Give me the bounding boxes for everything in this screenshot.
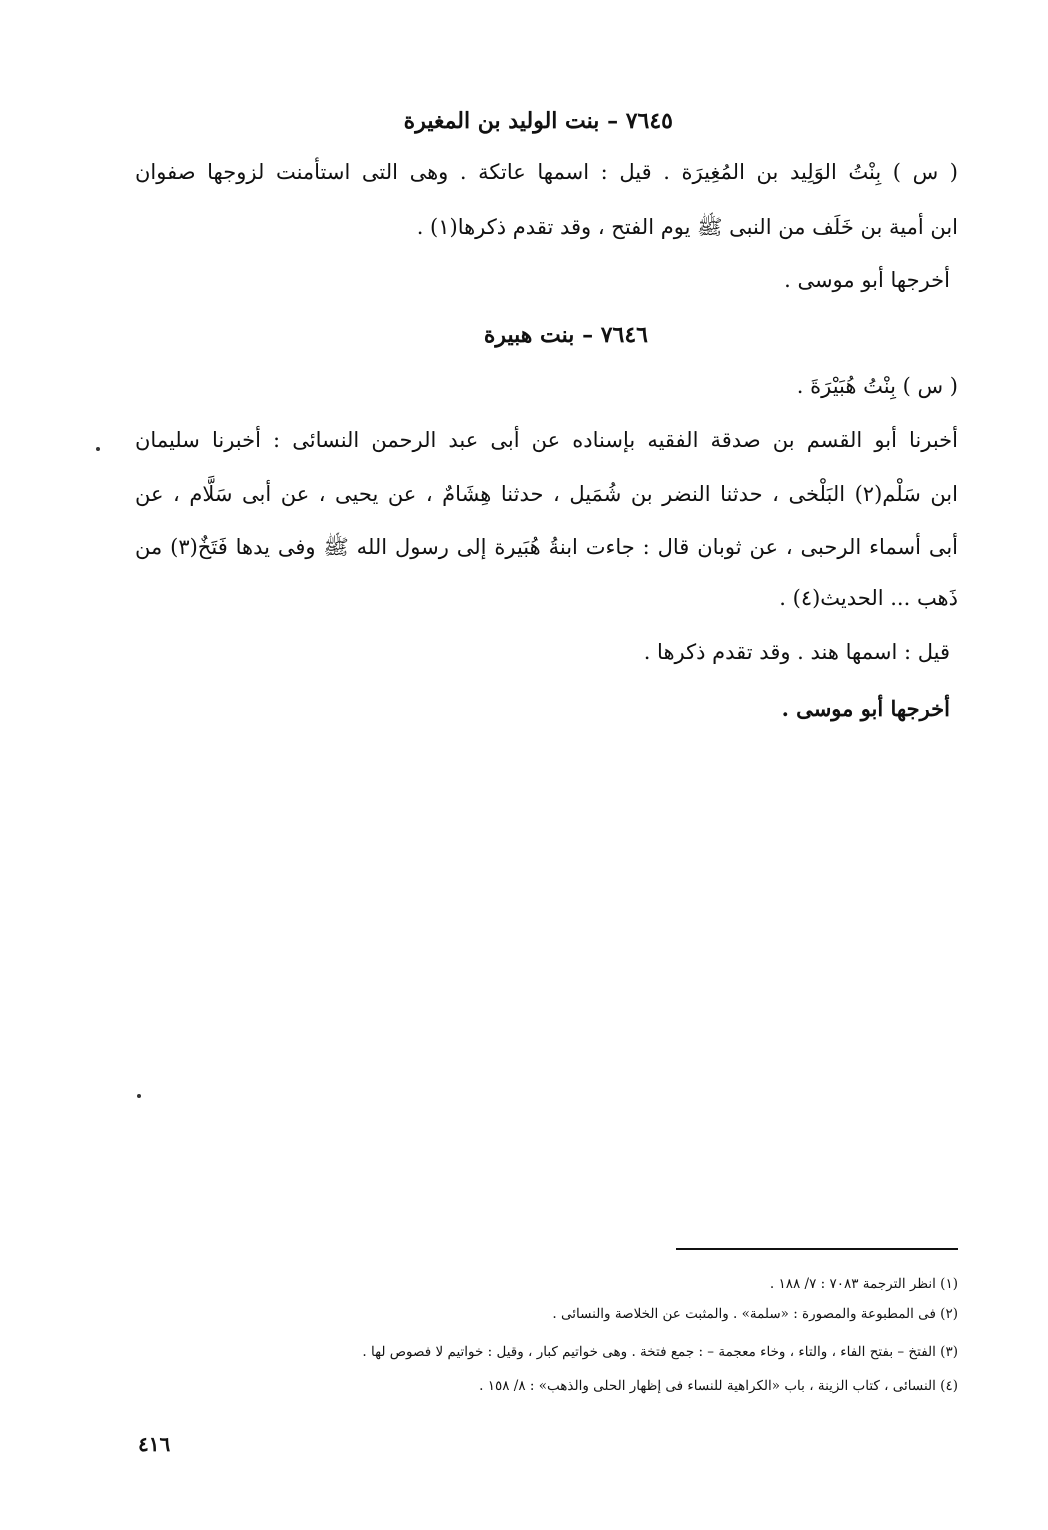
entry-heading-7645: ٧٦٤٥ – بنت الوليد بن المغيرة (403, 108, 673, 134)
speck (96, 447, 100, 451)
entry-7646-line-3: أبى أسماء الرحبى ، عن ثوبان قال : جاءت ابنةُ هُبَيرة إلى رسول الله ﷺ وفى يدها فَتَخٌ(٣) من (135, 535, 958, 559)
footnote-4: (٤) النسائى ، كتاب الزينة ، باب «الكراهية للنساء فى إظهار الحلى والذهب» : ٨/ ١٥٨ . (479, 1378, 958, 1394)
footnote-2: (٢) فى المطبوعة والمصورة : «سلمة» . والمثبت عن الخلاصة والنسائى . (552, 1306, 958, 1322)
entry-7645-line-1: ( س ) بِنْتُ الوَلِيد بن المُغِيرَة . قيل : اسمها عاتكة . وهى التى استأمنت لزوجها صفوان (135, 160, 958, 184)
entry-7646-line-2: ابن سَلْم(٢) البَلْخى ، حدثنا النضر بن شُمَيل ، حدثنا هِشَامٌ ، عن يحيى ، عن أبى سَلَّام ، عن (135, 482, 958, 506)
entry-7646-note: قيل : اسمها هند . وقد تقدم ذكرها . (643, 640, 950, 664)
entry-7646-line-1: أخبرنا أبو القسم بن صدقة الفقيه بإسناده عن أبى عبد الرحمن النسائى : أخبرنا سليمان (135, 428, 958, 452)
entry-7646-title-line: ( س ) بِنْتُ هُبَيْرَةَ . (796, 374, 958, 398)
footnote-separator (676, 1248, 958, 1250)
speck (137, 1094, 141, 1098)
footnote-1: (١) انظر الترجمة ٧٠٨٣ : ٧/ ١٨٨ . (769, 1276, 958, 1292)
footnote-3: (٣) الفتخ – بفتح الفاء ، والتاء ، وخاء معجمة – : جمع فتخة . وهى خواتيم كبار ، وقيل : خواتيم لا فصوص لها . (362, 1344, 958, 1360)
entry-7646-line-4: ذَهب ... الحديث(٤) . (779, 586, 958, 610)
entry-7645-line-2: ابن أمية بن خَلَف من النبى ﷺ يوم الفتح ، وقد تقدم ذكرها(١) . (416, 215, 958, 239)
page-number: ٤١٦ (138, 1432, 171, 1456)
entry-7645-source: أخرجها أبو موسى . (784, 268, 950, 292)
entry-7646-source: أخرجها أبو موسى . (781, 696, 950, 721)
entry-heading-7646: ٧٦٤٦ – بنت هبيرة (483, 322, 648, 348)
